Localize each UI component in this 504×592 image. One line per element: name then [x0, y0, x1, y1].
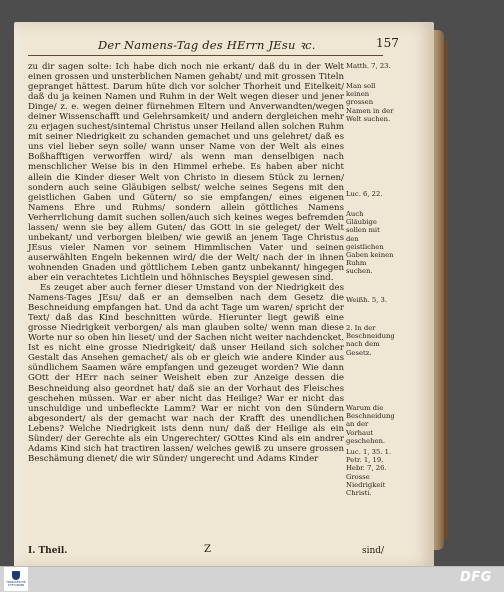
catchword: sind/ [362, 546, 385, 556]
crest-icon [12, 571, 20, 580]
book-page [14, 22, 434, 568]
signature-mark: I. Theil. [28, 546, 68, 556]
margin-note: Weißh. 5, 3. [346, 296, 387, 304]
library-logo[interactable] [4, 567, 28, 591]
paragraph-1: zu dir sagen solte: Ich habe dich noch nie erkant/ daß du in der Welt einen grossen und unsterblichen Namen gehabt/ und mit grossen Titeln gepranget hättest. Darum hüte dich vor solcher Thorheit und Eitelkeit/ daß du ja keinen Namen und Ruhm in der Welt wegen dieser und jener Dinge/ z. e. wegen deiner fürnehmen Eltern und Anverwandten/wegen deiner Wissenschafft und Gelehrsamkeit/ und andern dergleichen mehr zu erjagen suchest/sintemal Christus unser Heiland allen solchen Ruhm mit seiner Niedrigkeit zu schanden gemachet und uns gelehret/ daß es uns viel lieber seyn solle/ wann unser Name von der Welt als eines Boßhafftigen verworffen wird/ als wenn man denselbigen nach menschlicher Weise bis in den Himmel erhebe. Es haben aber nicht allein die Kinder dieser Welt von Christo in diesem Stück zu lernen/ sondern auch seine Gläubigen selbst/ welche seines Segens mit den geistlichen Gaben und Gütern/ so sie empfangen/ eines eigenen Namens Ehre und Ruhms/ sondern allein göttliches Namens Verherrlichung damit suchen sollen/auch sich keines weges befremden lassen/ wenn sie bey allem Guten/ das GOtt in sie geleget/ der Welt unbekant/ und verborgen bleiben/ wie gewiß an jenem Tage Christus JEsus vieler Namen vor seinem Himmlischen Vater und seinen auserwählten Engeln bekennen wird/ die der Welt/ nach der in ihnen wohnenden Gnaden und göttlichem Leben gantz unbekannt/ hingegen aber ein verachtetes Lichtlein und höhnisches Beyspiel gewesen sind. [28, 62, 344, 283]
paragraph-2: Es zeuget aber auch ferner dieser Umstand von der Niedrigkeit des Namens-Tages JEsu/ daß er an demselben nach dem Gesetz die Beschneidung empfangen hat. Und da acht Tage um waren/ spricht der Text/ daß das Kind beschnitten würde. Hierunter liegt gewiß eine grosse Niedrigkeit verborgen/ als man glauben solte/ wenn man diese Worte nur so oben hin lieset/ und der Sachen nicht weiter nachdencket. Ist es nicht eine grosse Niedrigkeit/ daß unser Heiland sich solcher Gestalt das Ansehen gemachet/ als ob er gleich wie andere Kinder aus sündlichem Saamen wäre empfangen und gezeuget worden? Wie dann GOtt der HErr nach seiner Weisheit eben zur Anzeige dessen die Beschneidung also geordnet hat/ daß sie an der Vorhaut des Fleisches geschehen müssen. War er aber nicht das Heilige? War er nicht das unschuldige und unbefleckte Lamm? War er nicht von den Sündern abgesondert/ als der gemacht war nach der Krafft des unendlichen Lebens? Welche Niedrigkeit ists denn nun/ daß der Heilige als ein Sünder/ der Gerechte als ein Ungerechter/ GOttes Kind als ein andrer Adams Kind sich hat tractiren lassen/ welches gewiß zu unsere grossen Beschämung dienet/ die wir Sünder/ ungerecht und Adams Kinder [28, 283, 344, 464]
dfg-logo[interactable]: DFG [460, 570, 492, 585]
body-text [28, 62, 344, 464]
margin-note: Luc. 6, 22. [346, 190, 383, 198]
margin-note: 2. In der Beschneidung nach dem Gesetz. [346, 324, 395, 357]
head-rule [28, 55, 383, 56]
library-name: FRANCKESCHE STIFTUNGEN [6, 581, 26, 587]
margin-note: Luc. 1, 35. 1. Petr. 1, 19. Hebr. 7, 26. Grosse Niedrigkeit Christi. [346, 448, 392, 498]
footer-bar [0, 566, 504, 592]
margin-note: Man soll keinen grossen Namen in der Welt suchen. [346, 82, 394, 123]
page-number: 157 [376, 36, 399, 50]
gathering-mark: Z [204, 544, 211, 555]
margin-note: Auch Gläubige sollen mit den geistlichen Gaben keinen Ruhm suchen. [346, 210, 394, 276]
running-head: Der Namens-Tag des HErrn JEsu ꝛc. [98, 38, 316, 52]
margin-note: Matth. 7, 23. [346, 62, 391, 70]
margin-note: Warum die Beschneidung an der Vorhaut geschehen. [346, 404, 395, 445]
